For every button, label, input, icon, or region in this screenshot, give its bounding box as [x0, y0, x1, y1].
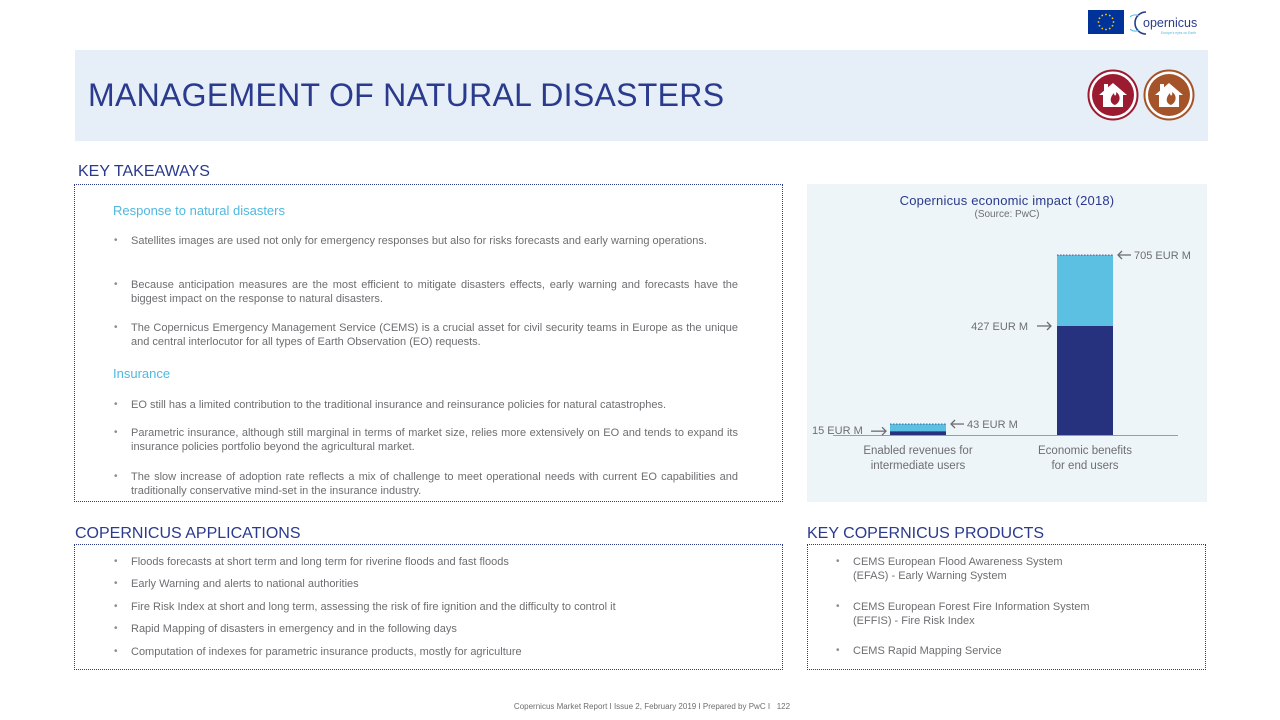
eu-flag-logo — [1088, 10, 1124, 34]
bar-segment — [1057, 326, 1113, 435]
chart-title: Copernicus economic impact (2018) — [899, 193, 1115, 208]
copernicus-logo — [1130, 8, 1206, 38]
eu-star — [1098, 21, 1100, 23]
product-item-line: CEMS European Flood Awareness System — [853, 556, 1063, 568]
bar-segment — [890, 431, 946, 435]
response-bullet: • The Copernicus Emergency Management Service (CEMS) is a crucial asset for civil security teams in Europe as the unique and central interlocutor for all types of Earth Observation (EO) requests. — [113, 321, 738, 349]
product-item-line: (EFAS) - Early Warning System — [853, 570, 1007, 582]
product-item-line: CEMS European Forest Fire Information System — [853, 601, 1090, 613]
bar-segment — [1057, 255, 1113, 326]
header-band — [75, 50, 1208, 141]
eu-stars-icon — [1088, 10, 1124, 34]
data-label: 705 EUR M — [1134, 250, 1191, 262]
page-number: 122 — [776, 702, 791, 711]
response-bullet-list — [113, 321, 738, 349]
response-bullet: • Satellites images are used not only for emergency responses but also for risks forecasts and early warning operations. — [113, 234, 738, 248]
applications-title: COPERNICUS APPLICATIONS — [75, 525, 301, 542]
application-item: • Floods forecasts at short term and long term for riverine floods and fast floods — [113, 555, 509, 569]
data-label: 43 EUR M — [967, 419, 1018, 432]
product-item — [835, 600, 1090, 628]
applications-box — [74, 544, 783, 670]
category-label: Enabled revenues for — [863, 445, 973, 457]
application-item: • Computation of indexes for parametric insurance products, mostly for agriculture — [113, 645, 522, 659]
eu-star — [1109, 15, 1111, 17]
product-item — [835, 555, 1063, 583]
house-fire-icon — [1087, 69, 1139, 121]
footer-text: Copernicus Market Report I Issue 2, February 2019 I Prepared by PwC I — [513, 702, 771, 711]
data-label: 427 EUR M — [971, 320, 1028, 333]
insurance-bullet: • Parametric insurance, although still marginal in terms of market size, relies more extensively on EO and tends to expand its insurance policies portfolio beyond the agricultural market. — [113, 426, 738, 454]
eu-star — [1112, 25, 1114, 27]
eu-star — [1101, 28, 1103, 30]
house-flood-icon — [1143, 69, 1195, 121]
insurance-bullet: • EO still has a limited contribution to the traditional insurance and reinsurance policies for natural catastrophes. — [113, 398, 738, 412]
eu-star — [1099, 17, 1101, 19]
insurance-bullet-list — [113, 426, 738, 454]
eu-star — [1099, 25, 1101, 27]
eu-star — [1105, 14, 1107, 16]
chart-subtitle: (Source: PwC) — [974, 209, 1040, 220]
logo-area — [1088, 8, 1206, 38]
eu-star — [1112, 17, 1114, 19]
insurance-subtitle: Insurance — [113, 366, 171, 381]
product-item — [835, 644, 1002, 658]
category-label: intermediate users — [870, 460, 966, 472]
eu-star — [1101, 15, 1103, 17]
response-bullet: • Because anticipation measures are the most efficient to mitigate disasters effects, early warning and forecasts have the biggest impact on the response to natural disasters. — [113, 278, 738, 306]
response-subtitle: Response to natural disasters — [113, 203, 285, 218]
key-takeaways-box — [74, 184, 783, 502]
category-label: for end users — [1051, 460, 1119, 472]
insurance-bullet-list — [113, 470, 738, 498]
page-title: MANAGEMENT OF NATURAL DISASTERS — [88, 77, 725, 113]
key-takeaways-title: KEY TAKEAWAYS — [78, 163, 210, 180]
insurance-bullet: • The slow increase of adoption rate reflects a mix of challenge to meet operational needs with current EO capabilities and traditionally conservative mind-set in the insurance industry. — [113, 470, 738, 498]
chart-canvas — [807, 184, 1207, 502]
application-item: • Rapid Mapping of disasters in emergency and in the following days — [113, 622, 457, 636]
data-label: 15 EUR M — [812, 425, 863, 438]
eu-star — [1109, 28, 1111, 30]
products-title: KEY COPERNICUS PRODUCTS — [807, 525, 1045, 542]
copernicus-wordmark: opernicus — [1143, 16, 1198, 30]
application-item: • Early Warning and alerts to national authorities — [113, 577, 359, 591]
application-item: • Fire Risk Index at short and long term, assessing the risk of fire ignition and the difficulty to control it — [113, 600, 616, 614]
copernicus-tagline: Europe's eyes on Earth — [1161, 31, 1197, 35]
eu-star — [1105, 29, 1107, 31]
eu-star — [1113, 21, 1115, 23]
products-box — [807, 544, 1206, 670]
product-item-line: (EFFIS) - Fire Risk Index — [853, 615, 975, 627]
page-footer — [0, 702, 1280, 711]
response-bullet-list — [113, 278, 738, 306]
bar-segment — [890, 424, 946, 431]
economic-impact-chart — [807, 184, 1207, 502]
response-bullet-list — [113, 234, 738, 248]
product-item-line: CEMS Rapid Mapping Service — [853, 645, 1002, 657]
insurance-bullet-list — [113, 398, 738, 412]
category-label: Economic benefits — [1038, 445, 1132, 457]
